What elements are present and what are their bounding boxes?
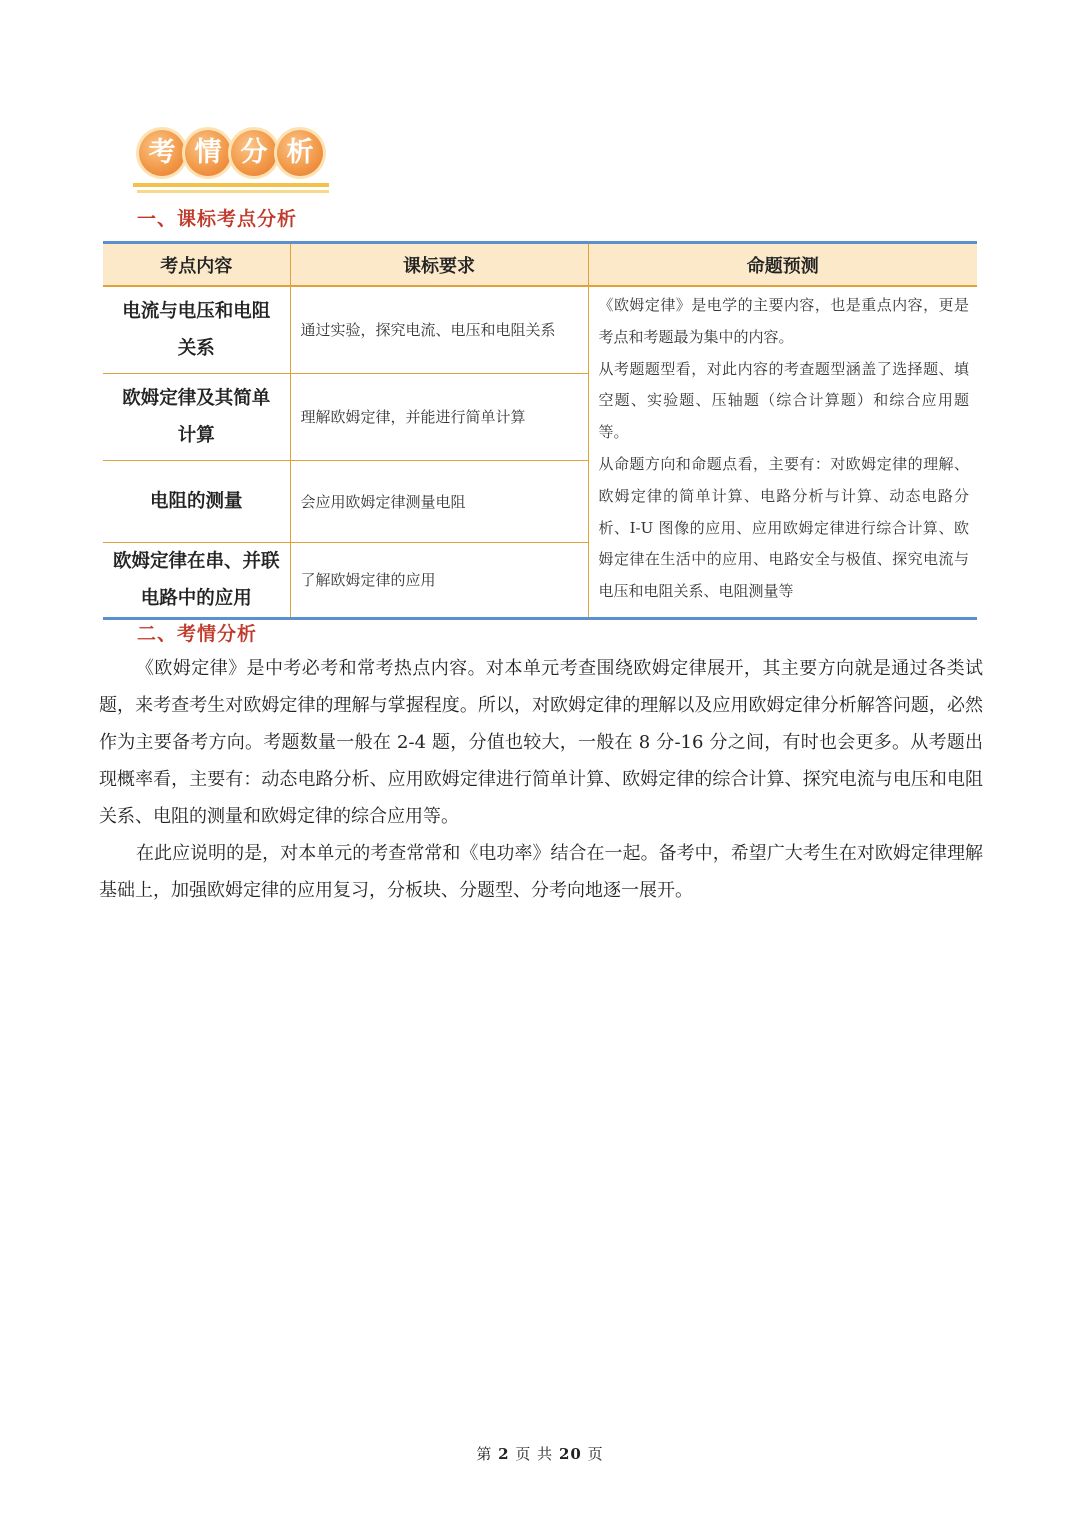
banner-char-3: 分 — [231, 130, 277, 176]
header-requirement: 课标要求 — [290, 243, 588, 287]
header-topic: 考点内容 — [103, 243, 290, 287]
topic-line: 电阻的测量 — [149, 490, 243, 512]
requirement-cell: 了解欧姆定律的应用 — [290, 542, 588, 618]
footer-page-number: 2 — [498, 1445, 510, 1463]
analysis-paragraph-2: 在此应说明的是，对本单元的考查常常和《电功率》结合在一起。备考中，希望广大考生在对欧姆定律理解基础上，加强欧姆定律的应用复习，分板块、分题型、分考向地逐一展开。 — [99, 843, 983, 901]
topic-cell — [103, 286, 290, 373]
topic-line: 欧姆定律及其简单 — [122, 387, 271, 409]
topic-line: 电流与电压和电阻 — [122, 300, 271, 322]
analysis-paragraph-1: 《欧姆定律》是中考必考和常考热点内容。对本单元考查围绕欧姆定律展开，其主要方向就是通过各类试题，来考查考生对欧姆定律的理解与掌握程度。所以，对欧姆定律的理解以及应用欧姆定律分析解答问题，必然作为主要备考方向。考题数量一般在 2-4 题，分值也较大，一般在 8 分-16 分之间，有时也会更多。从考题出现概率看，主要有：动态电路分析、应用欧姆定律进行简单计算、欧姆定律的综合计算、探究电流与电压和电阻关系、电阻的测量和欧姆定律的综合应用等。 — [99, 658, 983, 827]
topic-line: 计算 — [177, 424, 215, 446]
topic-line: 电路中的应用 — [140, 587, 252, 609]
prediction-paragraph: 《欧姆定律》是电学的主要内容，也是重点内容，更是考点和考题最为集中的内容。 — [598, 296, 969, 346]
curriculum-table — [103, 241, 977, 620]
page-footer — [0, 1443, 1080, 1464]
section1-title: 一、课标考点分析 — [137, 208, 298, 230]
topic-cell — [103, 373, 290, 460]
requirement-cell: 会应用欧姆定律测量电阻 — [290, 460, 588, 542]
topic-line: 关系 — [177, 337, 215, 359]
prediction-paragraph: 从考题题型看，对此内容的考查题型涵盖了选择题、填空题、实验题、压轴题（综合计算题）和综合应用题等。 — [598, 359, 969, 442]
requirement-cell: 理解欧姆定律，并能进行简单计算 — [290, 373, 588, 460]
banner-underline-thin — [137, 190, 329, 193]
footer-total-pages: 20 — [558, 1445, 582, 1463]
footer-mid: 页 共 — [515, 1445, 554, 1463]
topic-cell — [103, 542, 290, 618]
prediction-paragraph: 从命题方向和命题点看，主要有：对欧姆定律的理解、欧姆定律的简单计算、电路分析与计算、动态电路分析、I-U 图像的应用、应用欧姆定律进行综合计算、欧姆定律在生活中的应用、电路安全与极值、探究电流与电压和电阻关系、电阻测量等 — [598, 454, 969, 601]
footer-prefix: 第 — [476, 1445, 493, 1463]
banner-char-4: 析 — [277, 130, 323, 176]
section2-title: 二、考情分析 — [137, 623, 258, 645]
topic-line: 欧姆定律在串、并联 — [112, 550, 280, 572]
topic-cell — [103, 460, 290, 542]
prediction-cell — [588, 286, 977, 618]
section-banner — [133, 128, 333, 198]
footer-suffix: 页 — [587, 1445, 604, 1463]
banner-char-1: 考 — [139, 130, 185, 176]
table-row — [103, 286, 977, 373]
banner-char-2: 情 — [185, 130, 231, 176]
table-header-row — [103, 243, 977, 287]
header-prediction: 命题预测 — [588, 243, 977, 287]
banner-underline — [133, 183, 329, 187]
requirement-cell: 通过实验，探究电流、电压和电阻关系 — [290, 286, 588, 373]
